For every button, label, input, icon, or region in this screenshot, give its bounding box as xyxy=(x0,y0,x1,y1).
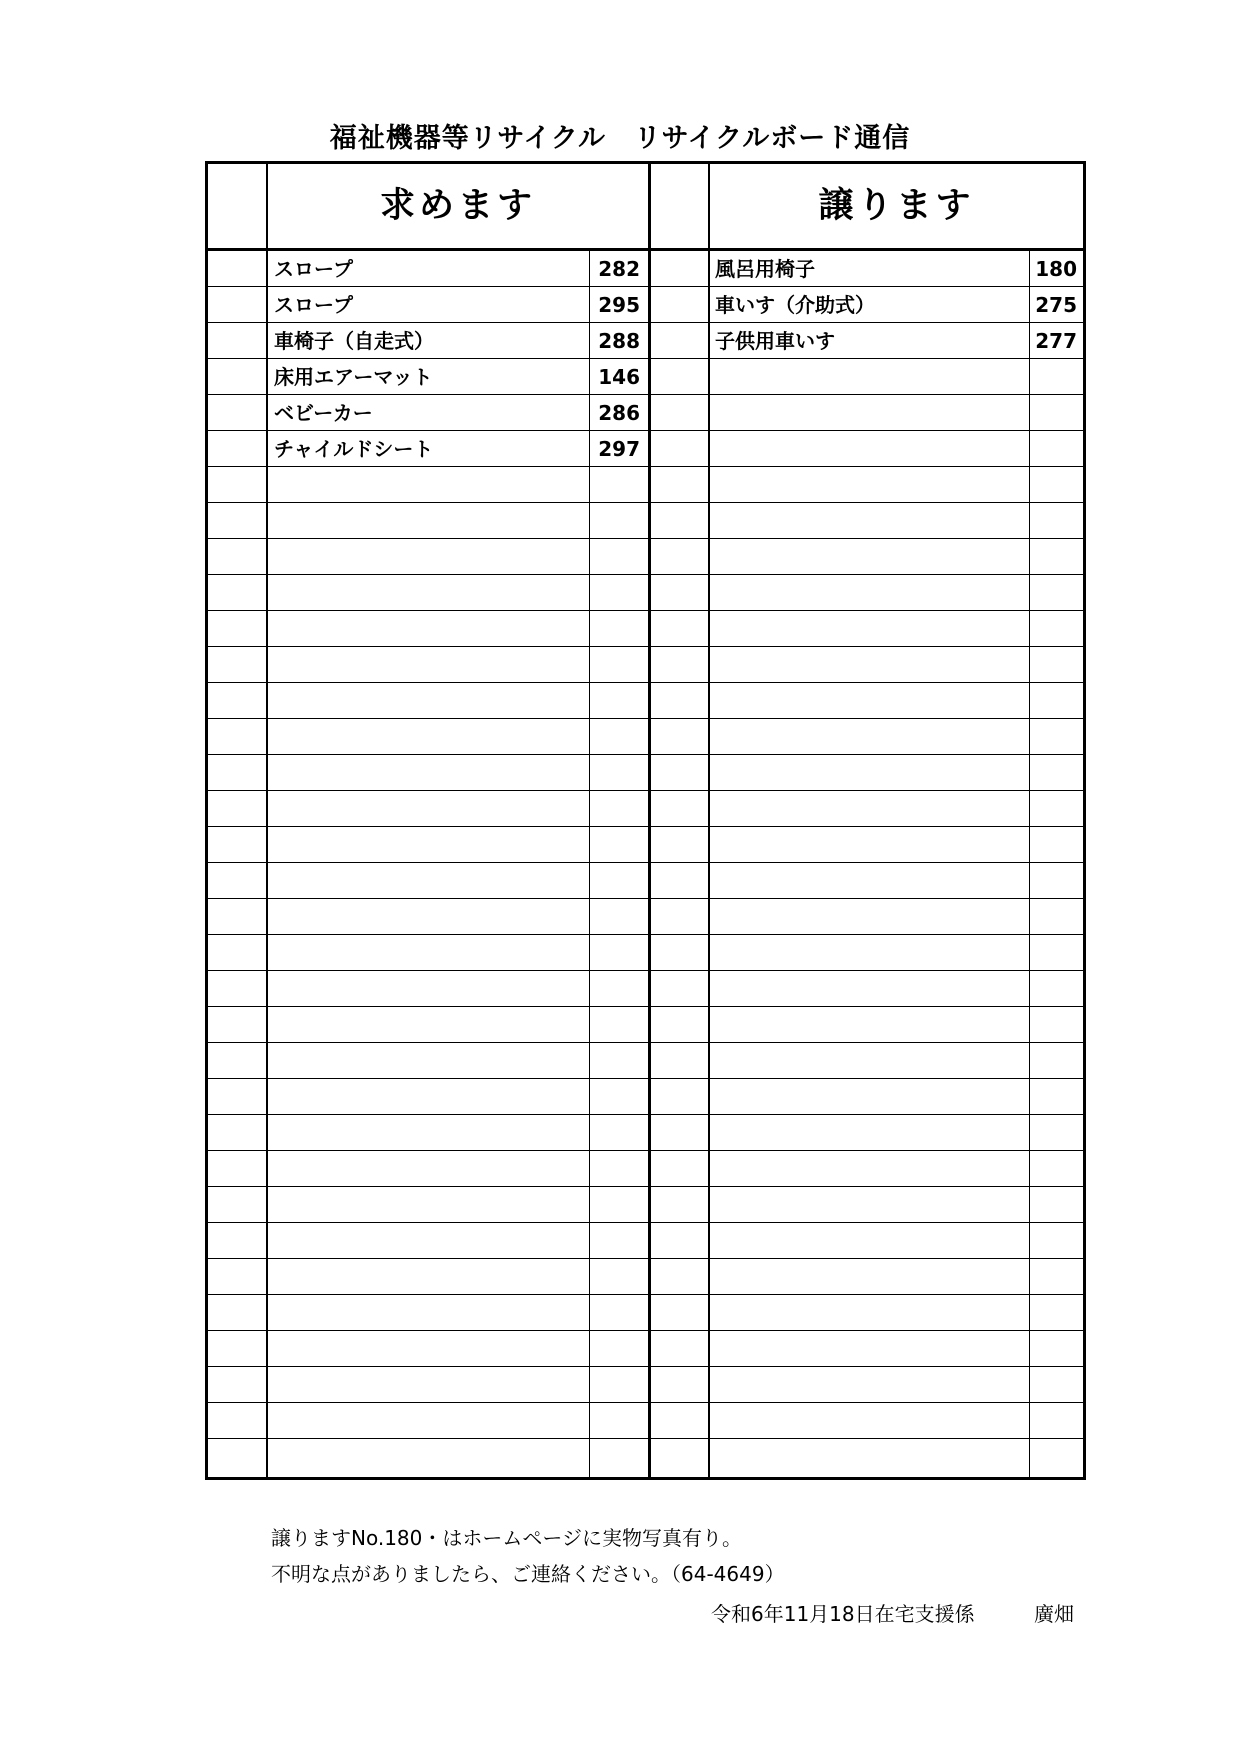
want-item-no: 288 xyxy=(598,329,640,353)
row-rule xyxy=(208,1186,1083,1187)
row-rule xyxy=(208,610,1083,611)
row-rule xyxy=(208,754,1083,755)
row-rule xyxy=(208,898,1083,899)
row-rule xyxy=(208,538,1083,539)
row-rule xyxy=(208,1330,1083,1331)
note-contact: 不明な点がありましたら、ご連絡ください。（64-4649） xyxy=(271,1562,785,1586)
row-rule xyxy=(208,646,1083,647)
row-rule xyxy=(208,502,1083,503)
offer-item-name: 風呂用椅子 xyxy=(715,257,815,281)
offer-item-name: 子供用車いす xyxy=(715,329,835,353)
recycle-board-table xyxy=(205,161,1086,1480)
offer-item-no: 275 xyxy=(1035,293,1077,317)
row-rule xyxy=(208,790,1083,791)
offers-heading: 譲ります xyxy=(818,186,975,226)
offer-item-name: 車いす（介助式） xyxy=(715,293,875,317)
row-rule xyxy=(208,574,1083,575)
column-divider xyxy=(708,164,710,1477)
want-item-no: 146 xyxy=(598,365,640,389)
want-item-no: 286 xyxy=(598,401,640,425)
row-rule xyxy=(208,1438,1083,1439)
offer-item-no: 277 xyxy=(1035,329,1077,353)
wants-heading: 求めます xyxy=(379,186,536,226)
row-rule xyxy=(208,1222,1083,1223)
row-rule xyxy=(208,1078,1083,1079)
want-item-name: 車椅子（自走式） xyxy=(274,329,434,353)
row-rule xyxy=(208,1006,1083,1007)
row-rule xyxy=(208,1294,1083,1295)
row-rule xyxy=(208,1150,1083,1151)
note-photo: 譲りますNo.180・はホームページに実物写真有り。 xyxy=(271,1526,742,1550)
want-item-name: スロープ xyxy=(274,257,353,281)
offer-item-no: 180 xyxy=(1035,257,1077,281)
row-rule xyxy=(208,718,1083,719)
want-item-name: スロープ xyxy=(274,293,353,317)
want-item-name: ベビーカー xyxy=(274,401,373,425)
page-title: 福祉機器等リサイクル リサイクルボード通信 xyxy=(329,123,911,154)
row-rule xyxy=(208,934,1083,935)
want-item-no: 297 xyxy=(598,437,640,461)
row-rule xyxy=(208,1258,1083,1259)
row-rule xyxy=(208,1402,1083,1403)
want-item-no: 282 xyxy=(598,257,640,281)
column-divider xyxy=(266,164,268,1477)
want-item-name: チャイルドシート xyxy=(274,437,434,461)
center-divider xyxy=(648,164,651,1477)
row-rule xyxy=(208,862,1083,863)
want-item-name: 床用エアーマット xyxy=(274,365,433,389)
row-rule xyxy=(208,970,1083,971)
row-rule xyxy=(208,1042,1083,1043)
footer-name: 廣畑 xyxy=(1034,1602,1074,1626)
row-rule xyxy=(208,826,1083,827)
row-rule xyxy=(208,1114,1083,1115)
want-item-no: 295 xyxy=(598,293,640,317)
row-rule xyxy=(208,1366,1083,1367)
footer-date-department: 令和6年11月18日在宅支援係 xyxy=(711,1602,975,1626)
row-rule xyxy=(208,682,1083,683)
